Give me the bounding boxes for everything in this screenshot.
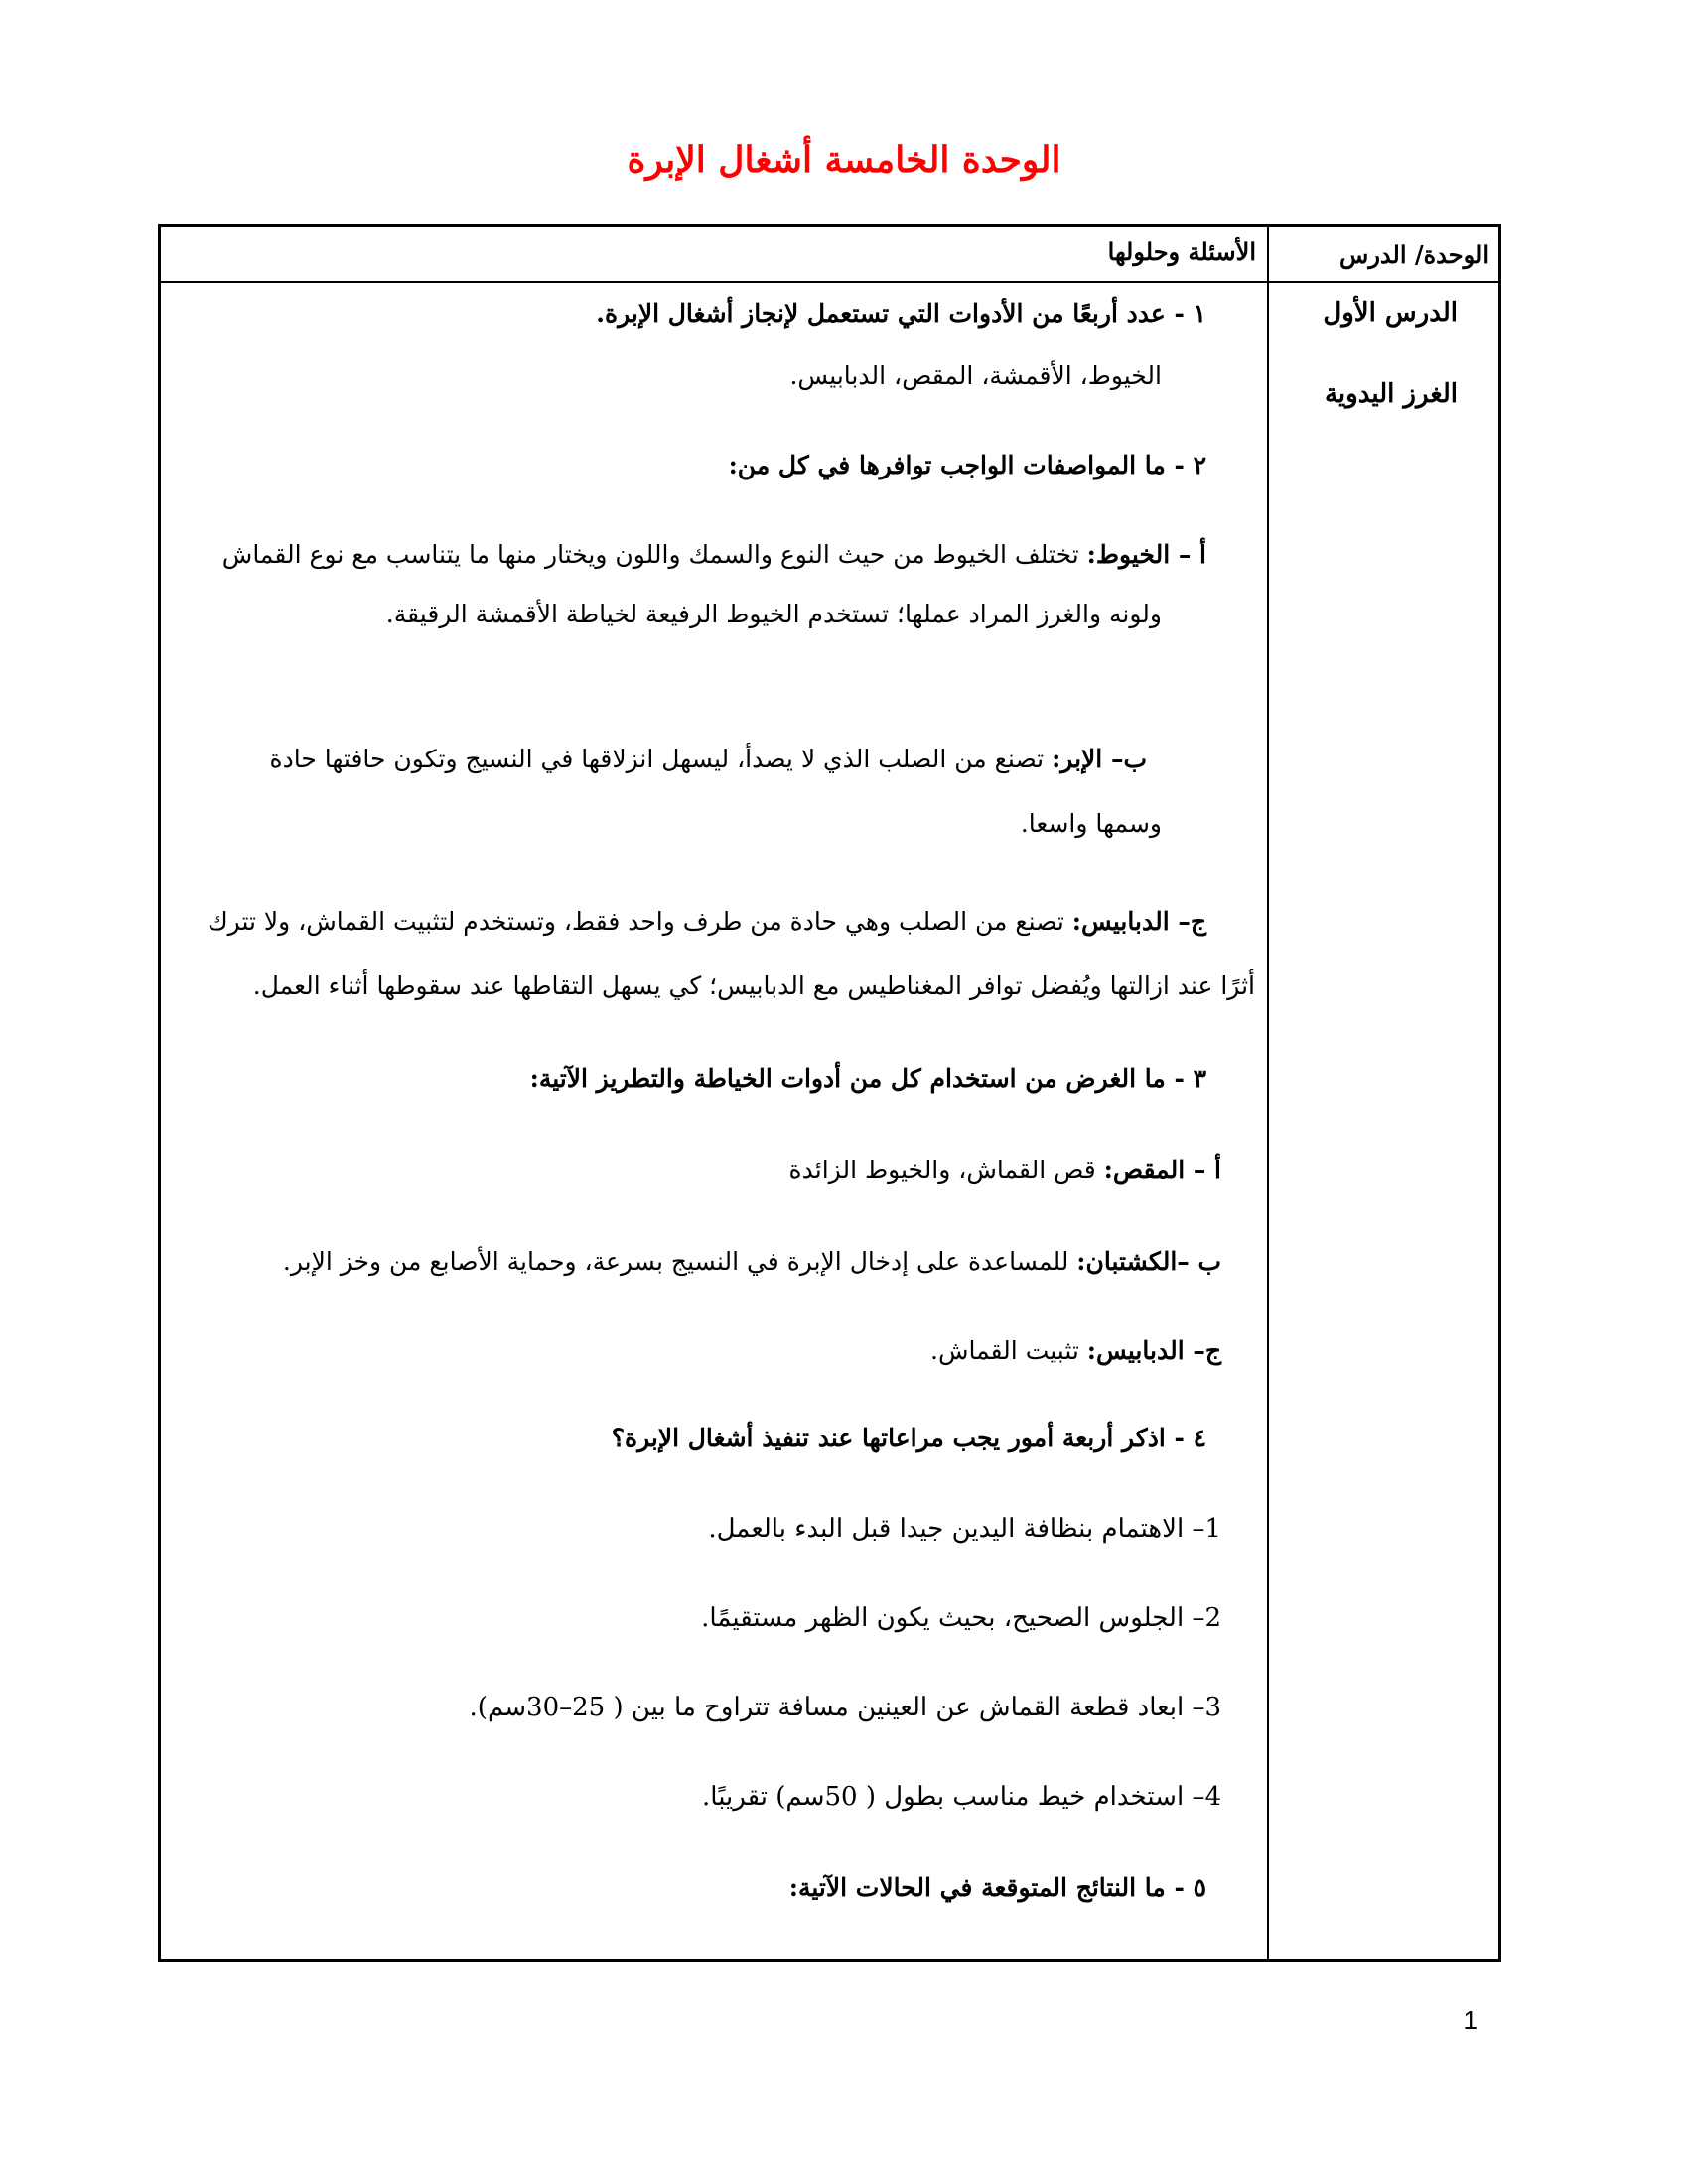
question-4: ٤ - اذكر أربعة أمور يجب مراعاتها عند تنفيذ أشغال الإبرة؟ <box>611 1424 1206 1452</box>
table-header-divider <box>158 281 1501 283</box>
answer-3c-label: ج– الدبابيس: <box>1086 1336 1221 1365</box>
answer-2b-line-1 <box>174 745 1147 774</box>
answer-3b-text: للمساعدة على إدخال الإبرة في النسيج بسرعة، وحماية الأصابع من وخز الإبر. <box>282 1247 1077 1276</box>
table-column-divider <box>1267 224 1269 1962</box>
question-5: ٥ - ما النتائج المتوقعة في الحالات الآتية: <box>788 1873 1206 1902</box>
answer-3c-text: تثبيت القماش. <box>930 1336 1087 1365</box>
question-3: ٣ - ما الغرض من استخدام كل من أدوات الخياطة والتطريز الآتية: <box>529 1064 1206 1093</box>
page-title: الوحدة الخامسة أشغال الإبرة <box>627 139 1061 181</box>
page-number: 1 <box>1463 2005 1477 2035</box>
lesson-topic: الغرز اليدوية <box>1324 379 1458 409</box>
answer-3c <box>930 1336 1221 1366</box>
lesson-label: الدرس الأول <box>1323 298 1458 328</box>
answer-3b-label: ب –الكشتبان: <box>1076 1247 1221 1276</box>
answer-2c-line-2: أثرًا عند ازالتها ويُفضل توافر المغناطيس مع الدبابيس؛ كي يسهل التقاطها عند سقوطها أثناء العمل. <box>252 971 1255 1000</box>
question-2: ٢ - ما المواصفات الواجب توافرها في كل من: <box>728 451 1206 479</box>
answer-4-item-4: 4– استخدام خيط مناسب بطول ( 50سم) تقريبًا. <box>702 1782 1221 1812</box>
answer-3b <box>283 1247 1221 1277</box>
answer-2a-line-2: ولونه والغرز المراد عملها؛ تستخدم الخيوط الرفيعة لخياطة الأقمشة الرقيقة. <box>385 600 1162 628</box>
unit-column-header: الوحدة/ الدرس <box>1339 240 1489 269</box>
answer-3a-text: قص القماش، والخيوط الزائدة <box>788 1156 1104 1184</box>
answer-2c-line-1 <box>179 907 1206 937</box>
answer-2c-label: ج– الدبابيس: <box>1071 907 1206 936</box>
answer-2b-line-2: وسمها واسعا. <box>1020 809 1162 838</box>
answer-1: الخيوط، الأقمشة، المقص، الدبابيس. <box>789 361 1162 390</box>
answer-3a-label: أ – المقص: <box>1103 1156 1221 1184</box>
answer-3a <box>789 1156 1221 1185</box>
answer-2a-text: تختلف الخيوط من حيث النوع والسمك واللون ويختار منها ما يتناسب مع نوع القماش <box>221 540 1087 569</box>
answer-2b-label: ب– الإبر: <box>1052 745 1147 773</box>
answer-2a-line-1 <box>184 540 1206 570</box>
answer-4-item-3: 3– ابعاد قطعة القماش عن العينين مسافة تتراوح ما بين ( 25–30سم). <box>469 1693 1221 1722</box>
qa-column-header: الأسئلة وحلولها <box>1107 237 1256 266</box>
answer-4-item-2: 2– الجلوس الصحيح، بحيث يكون الظهر مستقيمًا. <box>701 1603 1221 1633</box>
answer-4-item-1: 1– الاهتمام بنظافة اليدين جيدا قبل البدء بالعمل. <box>708 1514 1221 1544</box>
answer-2b-text: تصنع من الصلب الذي لا يصدأ، ليسهل انزلاقها في النسيج وتكون حافتها حادة <box>269 745 1053 773</box>
question-1: ١ - عدد أربعًا من الأدوات التي تستعمل لإنجاز أشغال الإبرة. <box>596 299 1206 328</box>
answer-2c-text: تصنع من الصلب وهي حادة من طرف واحد فقط، وتستخدم لتثبيت القماش، ولا تترك <box>208 907 1072 936</box>
answer-2a-label: أ – الخيوط: <box>1086 540 1206 569</box>
